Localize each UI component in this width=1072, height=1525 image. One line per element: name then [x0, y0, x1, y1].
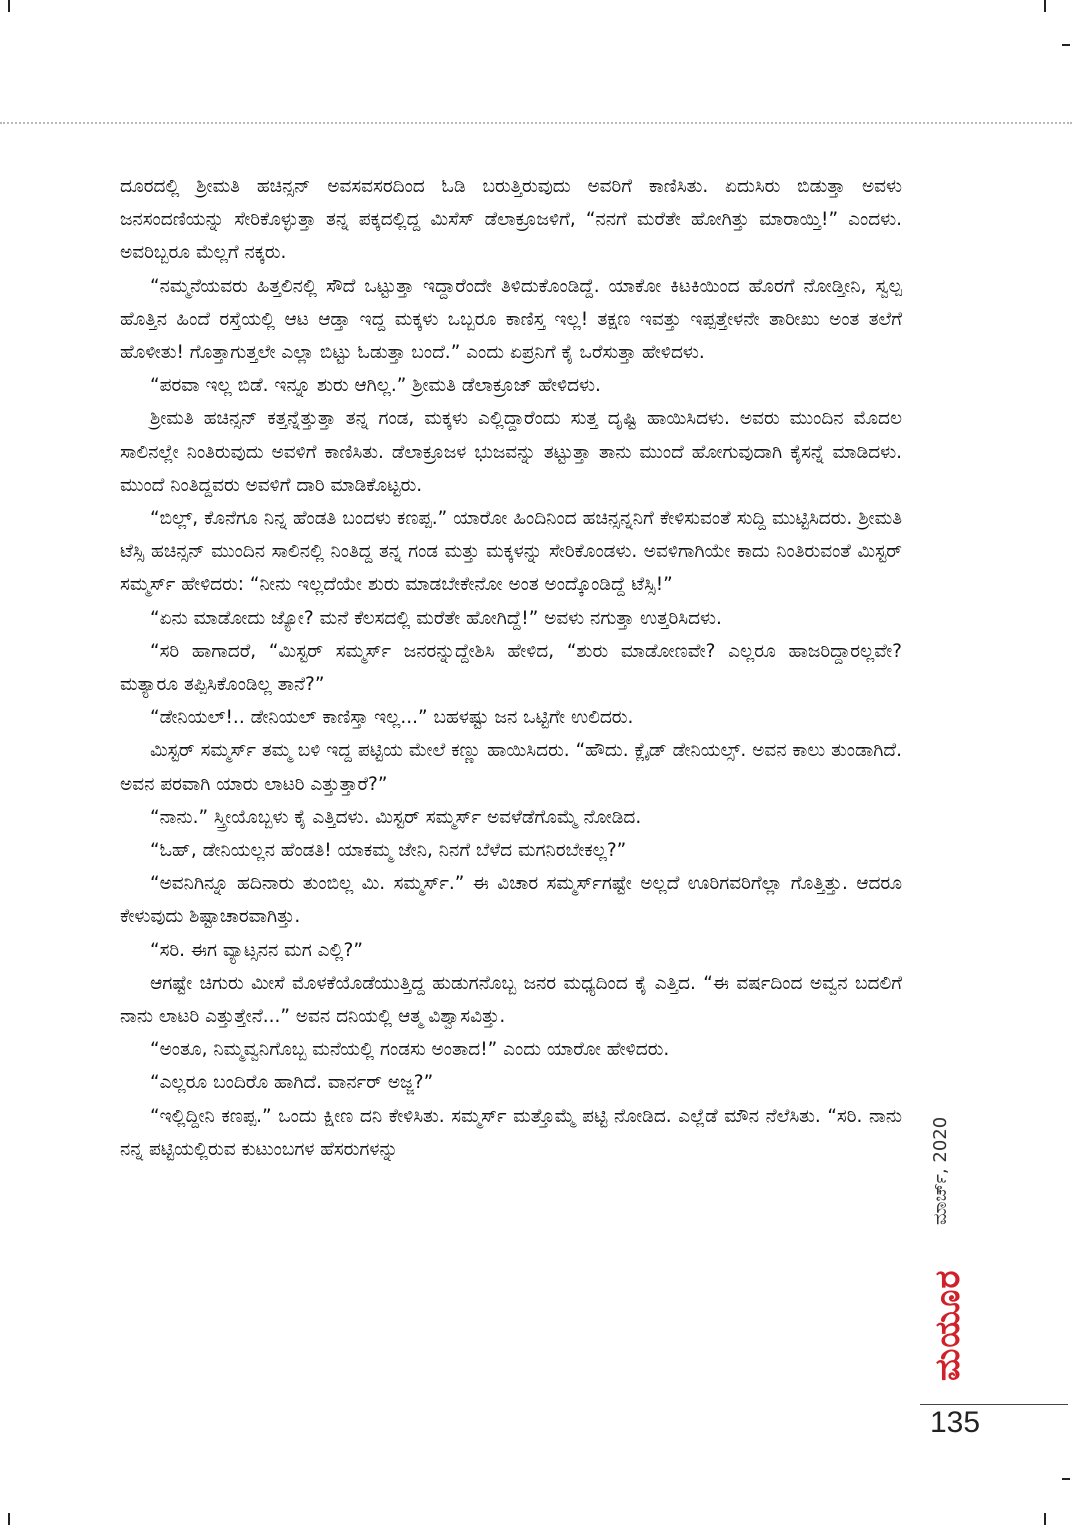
- paragraph: ಆಗಷ್ಟೇ ಚಿಗುರು ಮೀಸೆ ಮೊಳಕೆಯೊಡೆಯುತ್ತಿದ್ದ ಹುಡುಗನೊಬ್ಬ ಜನರ ಮಧ್ಯದಿಂದ ಕೈ ಎತ್ತಿದ. “ಈ ವರ್ಷದಿಂದ ಅವ್ವನ ಬದಲಿಗೆ ನಾನು ಲಾಟರಿ ಎತ್ತುತ್ತೇನೆ...” ಅವನ ದನಿಯಲ್ಲಿ ಆತ್ಮ ವಿಶ್ವಾಸವಿತ್ತು.: [120, 972, 902, 1028]
- crop-mark-right-upper: [1062, 44, 1070, 46]
- paragraph: “ನಮ್ಮನೆಯವರು ಹಿತ್ತಲಿನಲ್ಲಿ ಸೌದೆ ಒಟ್ಟುತ್ತಾ ಇದ್ದಾರೆಂದೇ ತಿಳಿದುಕೊಂಡಿದ್ದೆ. ಯಾಕೋ ಕಿಟಕಿಯಿಂದ ಹೊರಗೆ ನೋಡ್ತೀನಿ, ಸ್ವಲ್ಪ ಹೊತ್ತಿನ ಹಿಂದೆ ರಸ್ತೆಯಲ್ಲಿ ಆಟ ಆಡ್ತಾ ಇದ್ದ ಮಕ್ಕಳು ಒಬ್ಬರೂ ಕಾಣಿಸ್ತ ಇಲ್ಲ! ತಕ್ಷಣ ಇವತ್ತು ಇಪ್ಪತ್ತೇಳನೇ ತಾರೀಖು ಅಂತ ತಲೆಗೆ ಹೊಳೀತು! ಗೊತ್ತಾಗುತ್ತಲೇ ಎಲ್ಲಾ ಬಿಟ್ಟು ಓಡುತ್ತಾ ಬಂದೆ.” ಎಂದು ಏಪ್ರನಿಗೆ ಕೈ ಒರೆಸುತ್ತಾ ಹೇಳಿದಳು.: [120, 275, 902, 364]
- crop-mark-top-right: [1044, 0, 1046, 12]
- paragraph: “ಸರಿ ಹಾಗಾದರೆ, “ಮಿಸ್ಟರ್ ಸಮ್ಮರ್ಸ್ ಜನರನ್ನುದ್ದೇಶಿಸಿ ಹೇಳಿದ, “ಶುರು ಮಾಡೋಣವೇ? ಎಲ್ಲರೂ ಹಾಜರಿದ್ದಾರಲ್ಲವೇ? ಮತ್ಯಾರೂ ತಪ್ಪಿಸಿಕೊಂಡಿಲ್ಲ ತಾನೆ?”: [120, 640, 902, 696]
- paragraph: ಮಿಸ್ಟರ್ ಸಮ್ಮರ್ಸ್ ತಮ್ಮ ಬಳಿ ಇದ್ದ ಪಟ್ಟಿಯ ಮೇಲೆ ಕಣ್ಣು ಹಾಯಿಸಿದರು. “ಹೌದು. ಕ್ಲೈಡ್ ಡೇನಿಯಲ್ಸ್. ಅವನ ಕಾಲು ತುಂಡಾಗಿದೆ. ಅವನ ಪರವಾಗಿ ಯಾರು ಲಾಟರಿ ಎತ್ತುತ್ತಾರೆ?”: [120, 740, 902, 795]
- paragraph: ದೂರದಲ್ಲಿ ಶ್ರೀಮತಿ ಹಚಿನ್ಸನ್ ಅವಸವಸರದಿಂದ ಓಡಿ ಬರುತ್ತಿರುವುದು ಅವರಿಗೆ ಕಾಣಿಸಿತು. ಏದುಸಿರು ಬಿಡುತ್ತಾ ಅವಳು ಜನಸಂದಣಿಯನ್ನು ಸೇರಿಕೊಳ್ಳುತ್ತಾ ತನ್ನ ಪಕ್ಕದಲ್ಲಿದ್ದ ಮಿಸೆಸ್ ಡೆಲಾಕ್ರೂಜಳಿಗೆ, “ನನಗೆ ಮರೆತೇ ಹೋಗಿತ್ತು ಮಾರಾಯ್ತಿ!” ಎಂದಳು. ಅವರಿಬ್ಬರೂ ಮೆಲ್ಲಗೆ ನಕ್ಕರು.: [120, 176, 902, 264]
- article-body: [120, 170, 902, 1166]
- paragraph: “ಇಲ್ಲಿದ್ದೀನಿ ಕಣಪ್ಪ.” ಒಂದು ಕ್ಷೀಣ ದನಿ ಕೇಳಿಸಿತು. ಸಮ್ಮರ್ಸ್ ಮತ್ತೊಮ್ಮೆ ಪಟ್ಟಿ ನೋಡಿದ. ಎಲ್ಲೆಡೆ ಮೌನ ನೆಲೆಸಿತು. “ಸರಿ. ನಾನು ನನ್ನ ಪಟ್ಟಿಯಲ್ಲಿರುವ ಕುಟುಂಬಗಳ ಹೆಸರುಗಳನ್ನು: [120, 1105, 902, 1160]
- magazine-logo: ಮಯೂರ: [928, 1269, 968, 1381]
- paragraph: “ಪರವಾ ಇಲ್ಲ ಬಿಡೆ. ಇನ್ನೂ ಶುರು ಆಗಿಲ್ಲ.” ಶ್ರೀಮತಿ ಡೆಲಾಕ್ರೂಜ್ ಹೇಳಿದಳು.: [150, 375, 601, 397]
- header-dotted-rule: [0, 122, 1072, 124]
- paragraph: “ಡೇನಿಯಲ್!.. ಡೇನಿಯಲ್ ಕಾಣಿಸ್ತಾ ಇಲ್ಲ...” ಬಹಳಷ್ಟು ಜನ ಒಟ್ಟಿಗೇ ಉಲಿದರು.: [150, 707, 634, 729]
- paragraph: “ಸರಿ. ಈಗ ವ್ಯಾಟ್ಸನನ ಮಗ ಎಲ್ಲಿ?”: [150, 939, 363, 961]
- crop-mark-bottom-right: [1044, 1513, 1046, 1525]
- crop-mark-bottom-left: [8, 1513, 10, 1525]
- crop-mark-top-left: [8, 0, 10, 12]
- paragraph: “ಅಂತೂ, ನಿಮ್ಮವ್ವನಿಗೊಬ್ಬ ಮನೆಯಲ್ಲಿ ಗಂಡಸು ಅಂತಾದ!” ಎಂದು ಯಾರೋ ಹೇಳಿದರು.: [150, 1039, 670, 1061]
- paragraph: “ಬಿಲ್ಲ್, ಕೊನೆಗೂ ನಿನ್ನ ಹೆಂಡತಿ ಬಂದಳು ಕಣಪ್ಪ.” ಯಾರೋ ಹಿಂದಿನಿಂದ ಹಚಿನ್ಸನ್ನನಿಗೆ ಕೇಳಿಸುವಂತೆ ಸುದ್ದಿ ಮುಟ್ಟಿಸಿದರು. ಶ್ರೀಮತಿ ಟೆಸ್ಸಿ ಹಚಿನ್ಸನ್ ಮುಂದಿನ ಸಾಲಿನಲ್ಲಿ ನಿಂತಿದ್ದ ತನ್ನ ಗಂಡ ಮತ್ತು ಮಕ್ಕಳನ್ನು ಸೇರಿಕೊಂಡಳು. ಅವಳಿಗಾಗಿಯೇ ಕಾದು ನಿಂತಿರುವಂತೆ ಮಿಸ್ಟರ್ ಸಮ್ಮರ್ಸ್ ಹೇಳಿದರು: “ನೀನು ಇಲ್ಲದೆಯೇ ಶುರು ಮಾಡಬೇಕೇನೋ ಅಂತ ಅಂದ್ಕೊಂಡಿದ್ದೆ ಟೆಸ್ಸಿ!”: [120, 508, 902, 596]
- paragraph: “ನಾನು.” ಸ್ತ್ರೀಯೊಬ್ಬಳು ಕೈ ಎತ್ತಿದಳು. ಮಿಸ್ಟರ್ ಸಮ್ಮರ್ಸ್ ಅವಳೆಡೆಗೊಮ್ಮೆ ನೋಡಿದ.: [150, 806, 642, 828]
- paragraph: ಶ್ರೀಮತಿ ಹಚಿನ್ಸನ್ ಕತ್ತನ್ನೆತ್ತುತ್ತಾ ತನ್ನ ಗಂಡ, ಮಕ್ಕಳು ಎಲ್ಲಿದ್ದಾರೆಂದು ಸುತ್ತ ದೃಷ್ಟಿ ಹಾಯಿಸಿದಳು. ಅವರು ಮುಂದಿನ ಮೊದಲ ಸಾಲಿನಲ್ಲೇ ನಿಂತಿರುವುದು ಅವಳಿಗೆ ಕಾಣಿಸಿತು. ಡೆಲಾಕ್ರೂಜಳ ಭುಜವನ್ನು ತಟ್ಟುತ್ತಾ ತಾನು ಮುಂದೆ ಹೋಗುವುದಾಗಿ ಕೈಸನ್ನೆ ಮಾಡಿದಳು. ಮುಂದೆ ನಿಂತಿದ್ದವರು ಅವಳಿಗೆ ದಾರಿ ಮಾಡಿಕೊಟ್ಟರು.: [120, 408, 902, 496]
- paragraph: “ಏನು ಮಾಡೋದು ಜ್ಯೋ? ಮನೆ ಕೆಲಸದಲ್ಲಿ ಮರೆತೇ ಹೋಗಿದ್ದೆ!” ಅವಳು ನಗುತ್ತಾ ಉತ್ತರಿಸಿದಳು.: [150, 607, 722, 629]
- crop-mark-right-lower: [1062, 1478, 1070, 1480]
- footer-rule: [920, 1404, 1068, 1405]
- paragraph: “ಓಹ್, ಡೇನಿಯಲ್ಲನ ಹೆಂಡತಿ! ಯಾಕಮ್ಮ ಜೇನಿ, ನಿನಗೆ ಬೆಳೆದ ಮಗನಿರಬೇಕಲ್ಲ?”: [150, 840, 627, 862]
- page-number: 135: [930, 1406, 981, 1439]
- issue-date: ಮಾರ್ಚ್, 2020: [930, 1116, 951, 1225]
- paragraph: “ಎಲ್ಲರೂ ಬಂದಿರೊ ಹಾಗಿದೆ. ವಾರ್ನರ್ ಅಜ್ಜ?”: [150, 1072, 434, 1094]
- paragraph: “ಅವನಿಗಿನ್ನೂ ಹದಿನಾರು ತುಂಬಿಲ್ಲ ಮಿ. ಸಮ್ಮರ್ಸ್.” ಈ ವಿಚಾರ ಸಮ್ಮರ್ಸ್‌ಗಷ್ಟೇ ಅಲ್ಲದೆ ಊರಿಗವರಿಗೆಲ್ಲಾ ಗೊತ್ತಿತ್ತು. ಆದರೂ ಕೇಳುವುದು ಶಿಷ್ಟಾಚಾರವಾಗಿತ್ತು.: [120, 873, 902, 928]
